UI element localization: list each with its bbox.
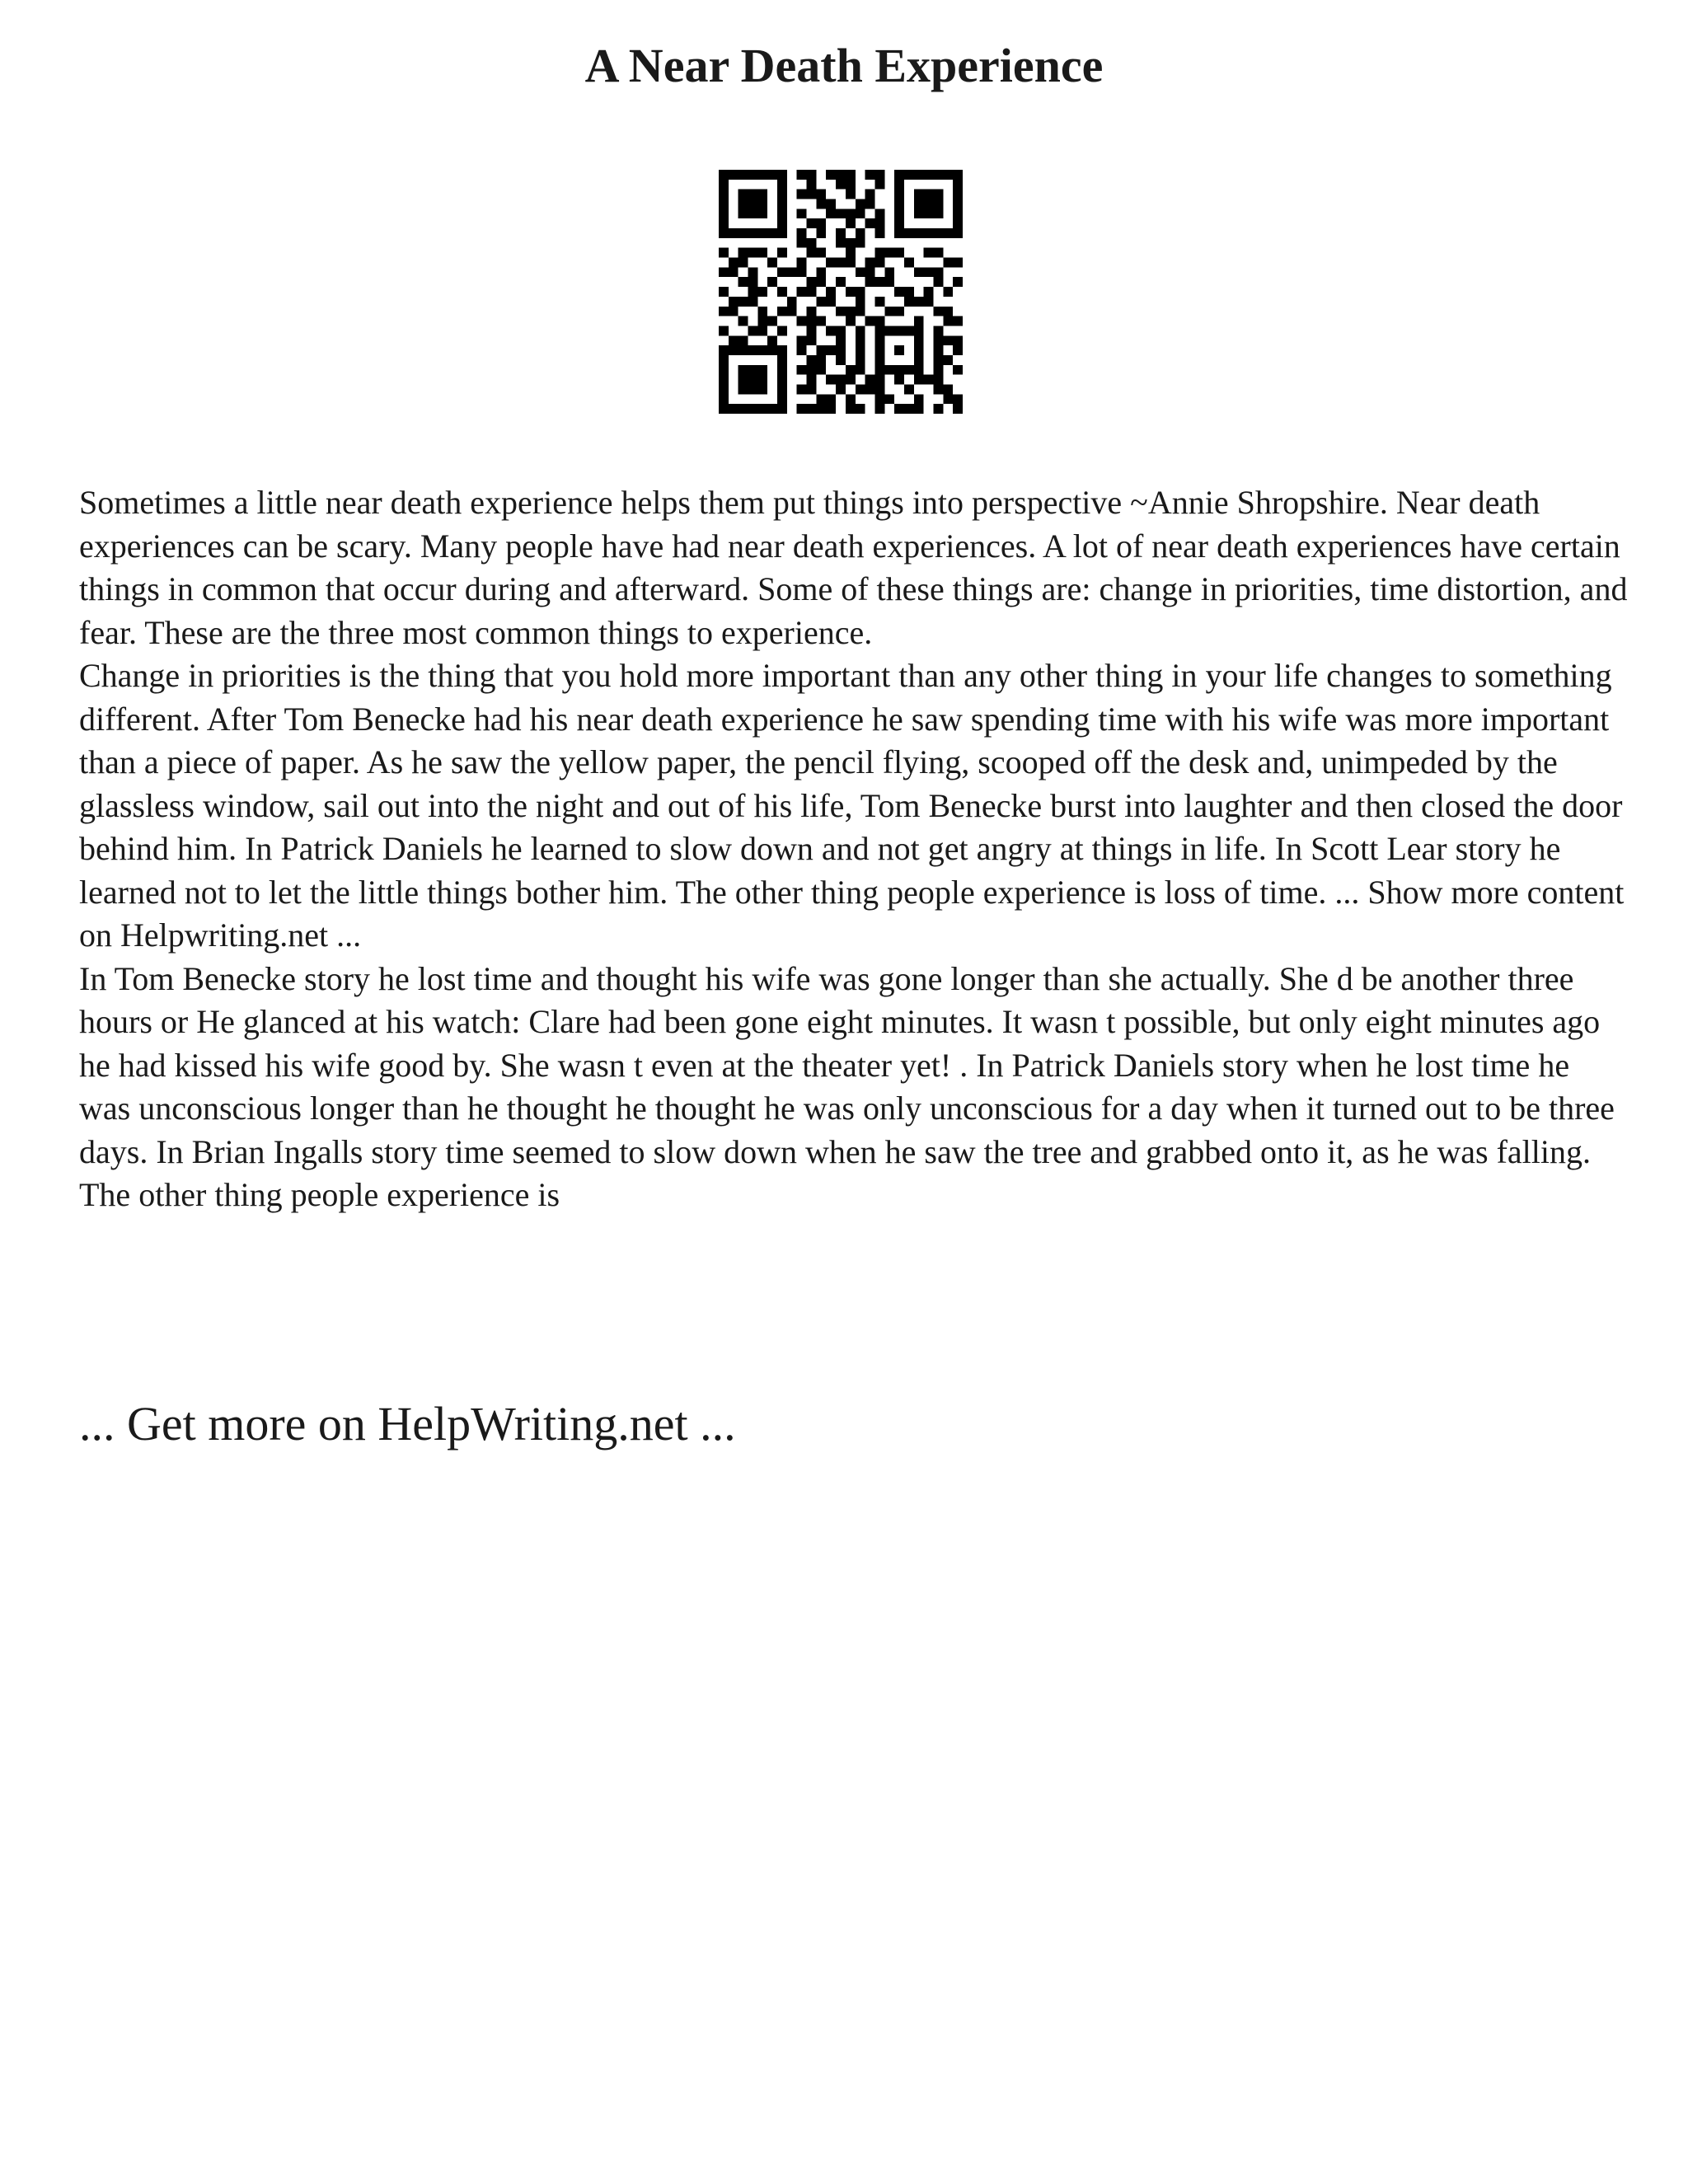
get-more-link[interactable]: ... Get more on HelpWriting.net ... (79, 1397, 736, 1451)
paragraph-priorities: Change in priorities is the thing that you hold more important than any other thing in your life changes to something different. After Tom Benecke had his near death experience he saw spending time with his wife was more important than a piece of paper. As he saw the yellow paper, the pencil flying, scooped off the desk and, unimpeded by the glassless window, sail out into the night and out of his life, Tom Benecke burst into laughter and then closed the door behind him. In Patrick Daniels he learned to slow down and not get angry at things in life. In Scott Lear story he learned not to let the little things bother him. The other thing people experience is loss of time. ... Show more content on Helpwriting.net ... (79, 657, 1625, 954)
qr-code-icon (719, 170, 963, 414)
paragraph-intro: Sometimes a little near death experience helps them put things into perspective ~Annie Shropshire. Near death experiences can be scary. Many people have had near death experiences. A lot of near death experiences have certain things in common that occur during and afterward. Some of these things are: change in priorities, time distortion, and fear. These are the three most common things to experience. (79, 484, 1628, 651)
document-title: A Near Death Experience (584, 39, 1104, 92)
body-text (79, 481, 1629, 1217)
paragraph-time-loss: In Tom Benecke story he lost time and thought his wife was gone longer than she actually. She d be another three hours or He glanced at his watch: Clare had been gone eight minutes. It wasn t possible, but only eight minutes ago he had kissed his wife good by. She wasn t even at the theater yet! . In Patrick Daniels story when he lost time he was unconscious longer than he thought he thought he was only unconscious for a day when it turned out to be three days. In Brian Ingalls story time seemed to slow down when he saw the tree and grabbed onto it, as he was falling. The other thing people experience is (79, 959, 1615, 1213)
